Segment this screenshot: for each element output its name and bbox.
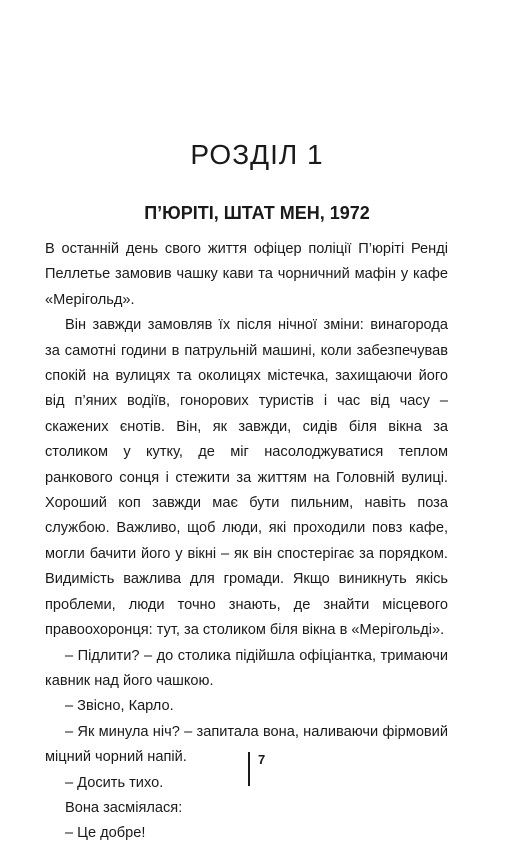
paragraph: – Як минула ніч? – запитала вона, наливаючи фірмовий міцний чорний напій. (45, 723, 448, 766)
paragraph: – Це добре! (65, 825, 146, 842)
paragraph: – Підлити? – до столика підійшла офіціантка, тримаючи кавник над його чашкою. (45, 647, 448, 689)
page-number: 7 (258, 752, 266, 767)
paragraph: Вона засміялася: (65, 799, 183, 816)
paragraph: – Досить тихо. (65, 774, 164, 791)
chapter-title: РОЗДІЛ 1 (190, 139, 324, 170)
chapter-place-date: П’ЮРІТІ, ШТАТ МЕН, 1972 (144, 203, 370, 223)
paragraph: В останній день свого життя офіцер поліції П’юріті Ренді Пеллетье замовив чашку кави та чорничний мафін у кафе «Мерігольд». (45, 241, 448, 308)
paragraph: Він завжди замовляв їх після нічної зміни: винагорода за самотні години в патрульній машині, коли забезпечував спокій на вулицях та околицях містечка, захищаючи його від п’яних водіїв, гонорових туристів і час від часу – скажених єнотів. Він, як завжди, сидів біля вікна за столиком у кутку, де міг насолоджуватися теплом ранкового сонця і стежити за життям на Головній вулиці. Хороший коп завжди має бути пильним, навіть поза службою. Важливо, щоб люди, які проходили повз кафе, могли бачити його у вікні – як він спостерігає за порядком. Видимість важлива для громади. Якщо виникнуть якісь проблеми, люди точно знають, де знайти місцевого правоохоронця: тут, за столиком біля вікна в «Мерігольді». (45, 317, 448, 639)
page-footer (248, 752, 265, 782)
footer-rule (248, 752, 250, 786)
paragraph: – Звісно, Карло. (65, 698, 174, 715)
body-text (45, 237, 448, 847)
